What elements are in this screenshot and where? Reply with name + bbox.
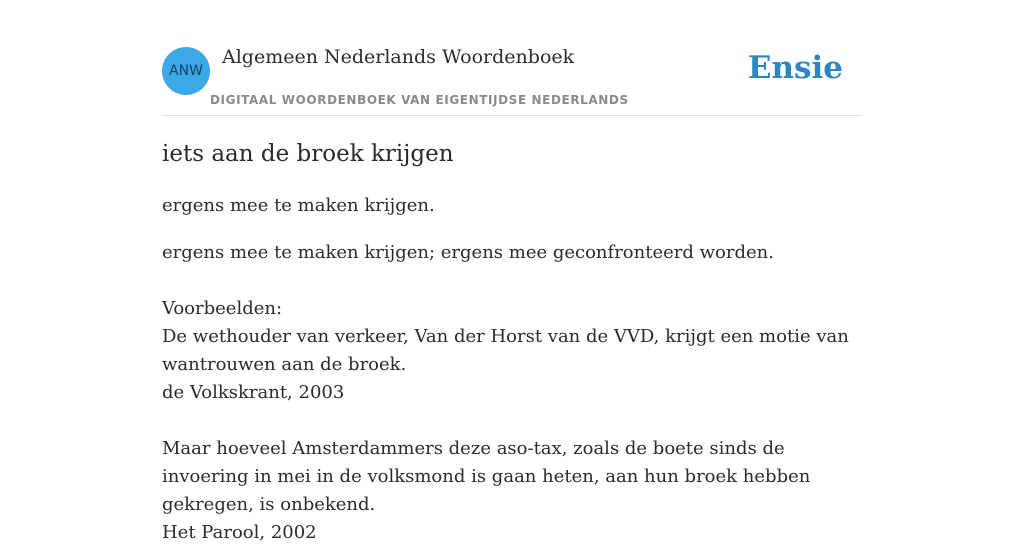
anw-logo[interactable] [162,47,210,95]
anw-logo-text: ANW [169,63,203,79]
examples-heading: Voorbeelden: [162,298,283,319]
short-definition: ergens mee te maken krijgen. [162,195,435,216]
entry-term: iets aan de broek krijgen [162,141,454,167]
site-title[interactable]: Algemeen Nederlands Woordenboek [222,46,575,68]
example-text: Maar hoeveel Amsterdammers deze aso-tax, zoals de boete sinds de invoering in mei in de volksmond is gaan heten, aan hun broek hebben gekregen, is onbekend. [162,438,811,515]
entry-body [162,239,862,547]
page-container [162,0,862,543]
site-subtitle: DIGITAAL WOORDENBOEK VAN EIGENTIJDSE NEDERLANDS [210,93,629,107]
site-header [162,0,862,116]
example-source: Het Parool, 2002 [162,522,317,543]
example-source: de Volkskrant, 2003 [162,382,345,403]
full-definition: ergens mee te maken krijgen; ergens mee geconfronteerd worden. [162,242,774,263]
example-text: De wethouder van verkeer, Van der Horst van de VVD, krijgt een motie van wantrouwen aan de broek. [162,326,849,375]
ensie-logo[interactable]: Ensie [747,50,843,86]
